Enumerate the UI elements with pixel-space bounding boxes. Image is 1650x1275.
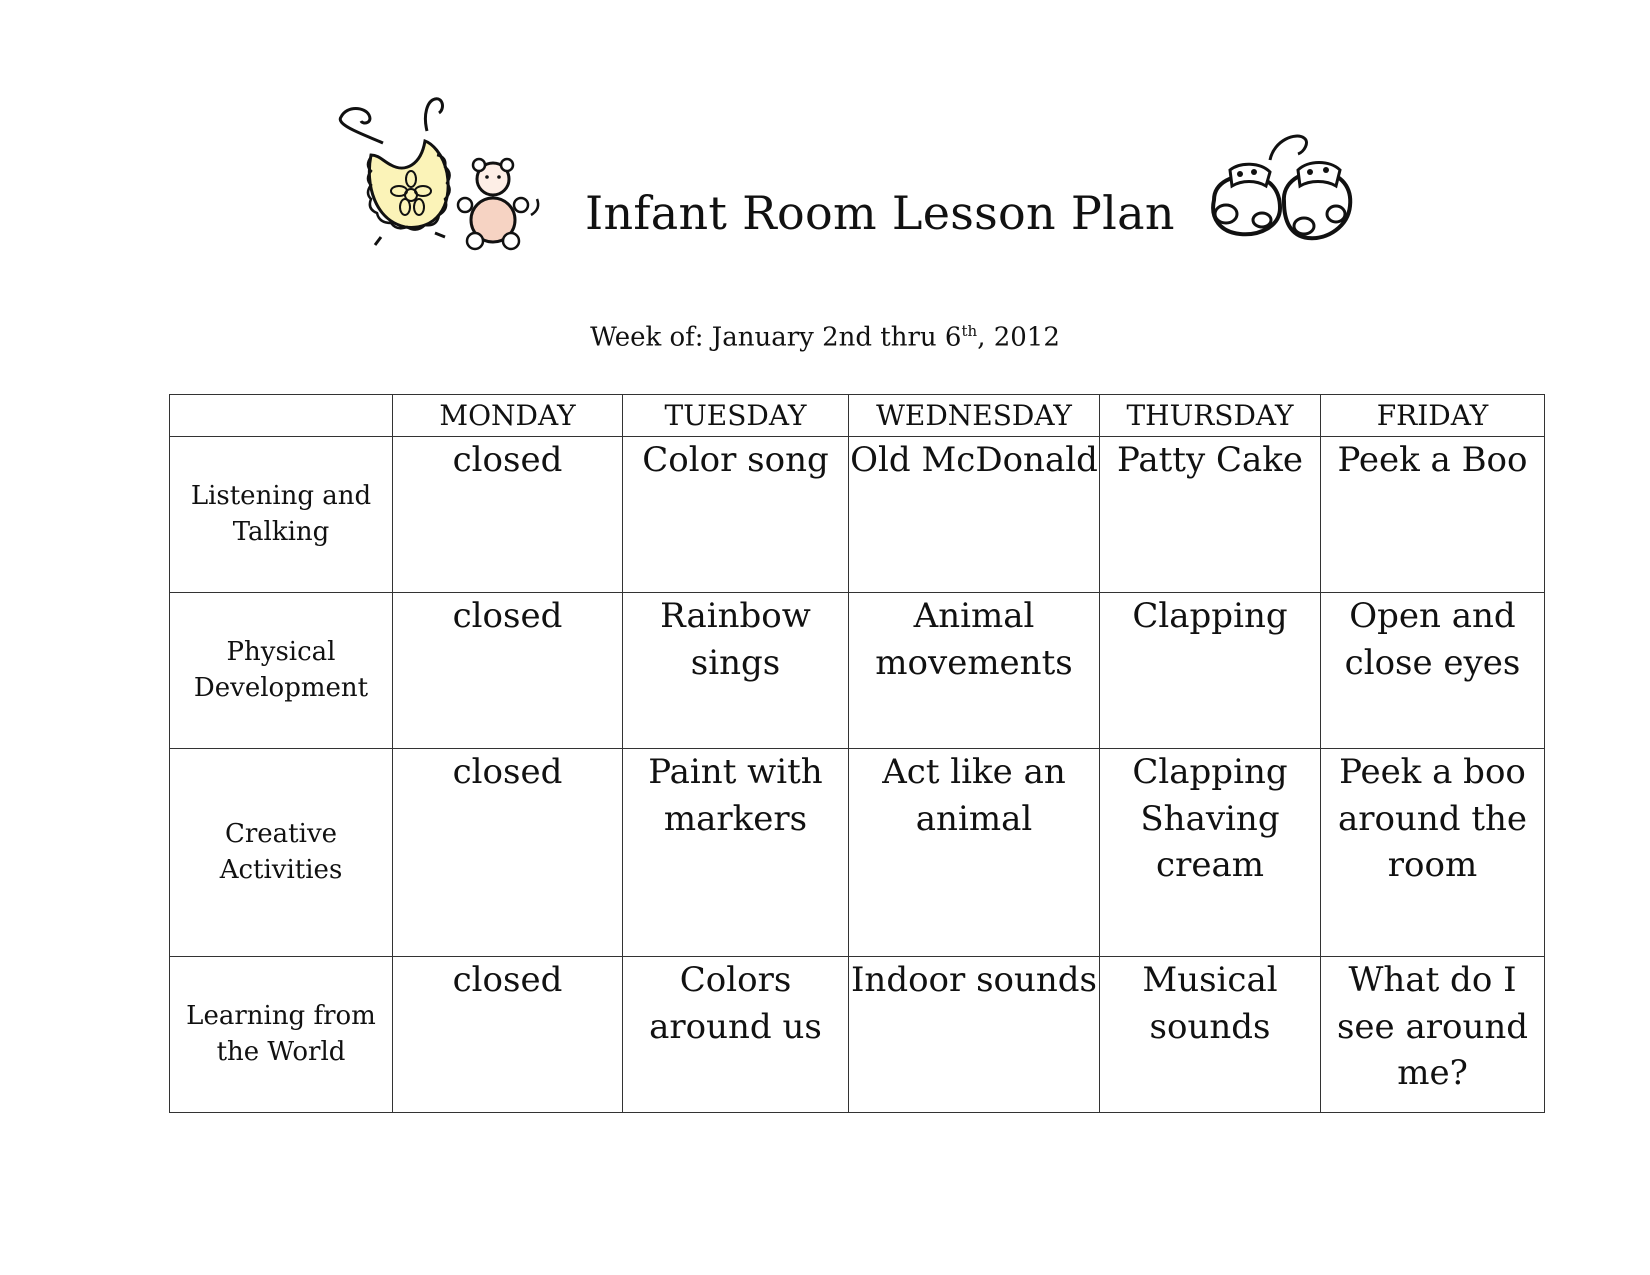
day-header-thursday: THURSDAY — [1100, 395, 1321, 437]
day-header-tuesday: TUESDAY — [623, 395, 849, 437]
day-header-monday: MONDAY — [393, 395, 623, 437]
row-category: Learning from the World — [170, 957, 393, 1113]
day-header-wednesday: WEDNESDAY — [849, 395, 1100, 437]
activity-cell: Peek a Boo — [1321, 437, 1545, 593]
activity-cell: Open and close eyes — [1321, 593, 1545, 749]
row-category: Physical Development — [170, 593, 393, 749]
activity-cell: Clapping Shaving cream — [1100, 749, 1321, 957]
activity-cell: Color song — [623, 437, 849, 593]
row-category: Listening and Talking — [170, 437, 393, 593]
table-row — [170, 957, 1545, 1113]
activity-cell: Colors around us — [623, 957, 849, 1113]
activity-cell: Old McDonald — [849, 437, 1100, 593]
activity-cell: closed — [393, 749, 623, 957]
corner-cell — [170, 395, 393, 437]
activity-cell: Rainbow sings — [623, 593, 849, 749]
activity-cell: What do I see around me? — [1321, 957, 1545, 1113]
table-header-row — [170, 395, 1545, 437]
page-header — [0, 0, 1650, 300]
activity-cell: Clapping — [1100, 593, 1321, 749]
activity-cell: Animal movements — [849, 593, 1100, 749]
row-category: Creative Activities — [170, 749, 393, 957]
page-title: Infant Room Lesson Plan — [585, 186, 1175, 240]
baby-bib-teddy-icon — [335, 95, 550, 255]
week-prefix: Week of: January 2nd thru 6 — [590, 322, 962, 353]
activity-cell: Paint with markers — [623, 749, 849, 957]
activity-cell: closed — [393, 957, 623, 1113]
activity-cell: Patty Cake — [1100, 437, 1321, 593]
week-suffix: , 2012 — [977, 322, 1060, 353]
table-row — [170, 437, 1545, 593]
activity-cell: Peek a boo around the room — [1321, 749, 1545, 957]
table-row — [170, 593, 1545, 749]
activity-cell: Act like an animal — [849, 749, 1100, 957]
activity-cell: Indoor sounds — [849, 957, 1100, 1113]
week-ordinal-suffix: th — [961, 322, 978, 340]
activity-cell: closed — [393, 593, 623, 749]
activity-cell: closed — [393, 437, 623, 593]
activity-cell: Musical sounds — [1100, 957, 1321, 1113]
week-of-line — [0, 322, 1650, 353]
baby-booties-icon — [1200, 130, 1360, 255]
lesson-plan-table — [169, 394, 1545, 1113]
day-header-friday: FRIDAY — [1321, 395, 1545, 437]
table-row — [170, 749, 1545, 957]
